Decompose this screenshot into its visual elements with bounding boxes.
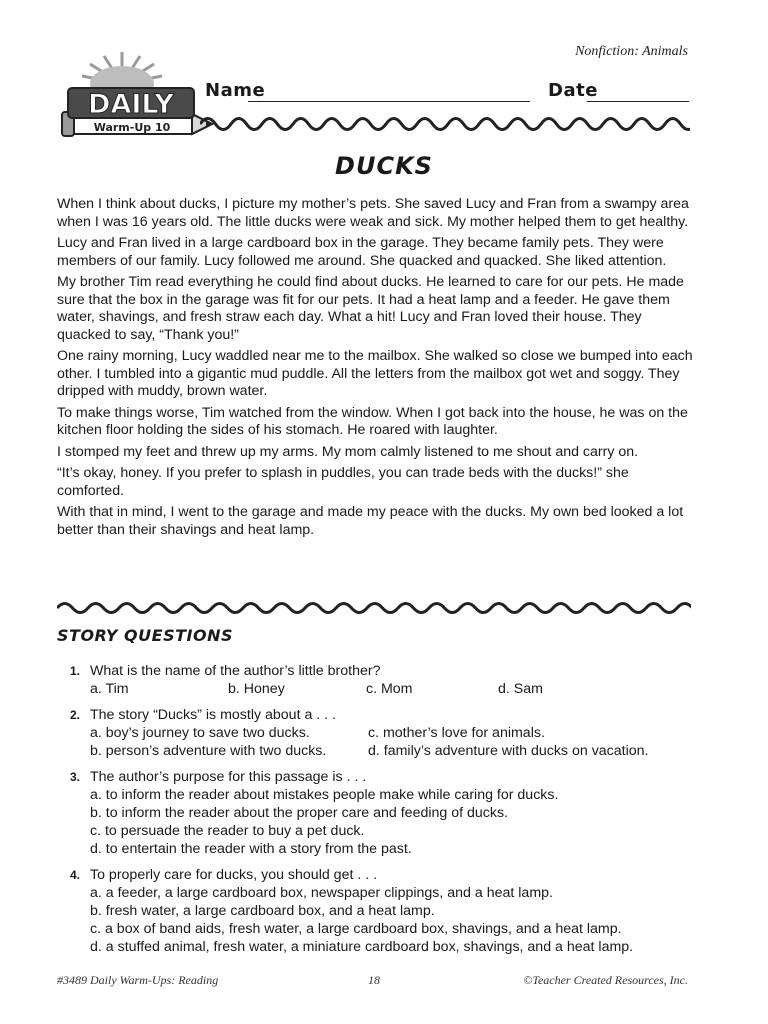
name-line[interactable] [248, 101, 530, 102]
story-paragraph: With that in mind, I went to the garage and made my peace with the ducks. My own bed looked a lot better than their shavings and heat lamp. [57, 504, 684, 538]
answer-option[interactable]: c. Mom [366, 681, 413, 697]
footer-book-title: #3489 Daily Warm-Ups: Reading [57, 973, 219, 987]
story-paragraph: One rainy morning, Lucy waddled near me to the mailbox. She walked so close we bumped into each other. I tumbled into a gigantic mud puddle. All the letters from the mailbox got wet and soggy. They dripped with muddy, brown water. [57, 348, 693, 399]
question-number: 4. [70, 868, 81, 882]
question-2 [70, 706, 710, 760]
footer-page-number: 18 [368, 973, 380, 987]
daily-warmup-logo [56, 48, 218, 144]
answer-option[interactable]: c. to persuade the reader to buy a pet duck. [90, 823, 365, 839]
questions-list [70, 662, 710, 964]
answer-option[interactable]: d. a stuffed animal, fresh water, a miniature cardboard box, shavings, and a heat lamp. [90, 939, 634, 955]
answer-option[interactable]: c. mother’s love for animals. [368, 725, 545, 741]
logo-word: DAILY [88, 89, 174, 120]
category-label: Nonfiction: Animals [575, 44, 688, 59]
question-text: To properly care for ducks, you should get . . . [90, 867, 378, 883]
story-title: DUCKS [335, 152, 433, 180]
story-body [57, 196, 697, 543]
question-4 [70, 866, 710, 956]
story-paragraph: To make things worse, Tim watched from the window. When I got back into the house, he was on the kitchen floor holding the sides of his stomach. He roared with laughter. [57, 404, 688, 438]
answer-option[interactable]: a. boy’s journey to save two ducks. [90, 725, 310, 741]
question-1 [70, 662, 710, 698]
question-number: 2. [70, 708, 81, 722]
wavy-divider-middle [57, 596, 691, 620]
question-number: 1. [70, 664, 81, 678]
story-paragraph: When I think about ducks, I picture my mother’s pets. She saved Lucy and Fran from a swampy area when I was 16 years old. The little ducks were weak and sick. My mother helped them to get healthy. [57, 196, 689, 230]
answer-option[interactable]: a. to inform the reader about mistakes people make while caring for ducks. [90, 787, 559, 803]
story-questions-heading: STORY QUESTIONS [57, 626, 233, 645]
answer-option[interactable]: b. to inform the reader about the proper care and feeding of ducks. [90, 805, 509, 821]
answer-option[interactable]: b. fresh water, a large cardboard box, and a heat lamp. [90, 903, 435, 919]
story-paragraph: My brother Tim read everything he could find about ducks. He learned to care for our pets. He made sure that the box in the garage was fit for our pets. It had a heat lamp and a feeder. He gave them water, shavings, and fresh straw each day. What a hit! Lucy and Fran loved their house. They quacked to say, “Thank you!” [57, 274, 684, 343]
answer-option[interactable]: d. Sam [498, 681, 543, 697]
question-text: The story “Ducks” is mostly about a . . . [90, 707, 336, 723]
story-paragraph: “It’s okay, honey. If you prefer to splash in puddles, you can trade beds with the ducks!” she comforted. [57, 465, 629, 499]
answer-option[interactable]: d. family’s adventure with ducks on vacation. [368, 743, 649, 759]
answer-option[interactable]: b. person’s adventure with two ducks. [90, 743, 327, 759]
date-line[interactable] [587, 101, 689, 102]
logo-subtitle: Warm-Up 10 [93, 121, 171, 134]
answer-option[interactable]: a. Tim [90, 681, 129, 697]
answer-option[interactable]: c. a box of band aids, fresh water, a large cardboard box, shavings, and a heat lamp. [90, 921, 622, 937]
answer-option[interactable]: a. a feeder, a large cardboard box, newspaper clippings, and a heat lamp. [90, 885, 553, 901]
question-text: What is the name of the author’s little brother? [90, 663, 381, 679]
answer-option[interactable]: b. Honey [228, 681, 285, 697]
question-3 [70, 768, 710, 858]
answer-option[interactable]: d. to entertain the reader with a story from the past. [90, 841, 412, 857]
story-paragraph: I stomped my feet and threw up my arms. My mom calmly listened to me shout and carry on. [57, 443, 639, 460]
wavy-divider-top [200, 110, 690, 138]
name-label: Name [205, 80, 266, 101]
question-number: 3. [70, 770, 81, 784]
story-paragraph: Lucy and Fran lived in a large cardboard box in the garage. They became family pets. They were members of our family. Lucy followed me around. She quacked and quacked. She liked attention. [57, 235, 667, 269]
question-text: The author’s purpose for this passage is . . . [90, 769, 367, 785]
footer-copyright: ©Teacher Created Resources, Inc. [523, 973, 688, 987]
date-label: Date [548, 80, 598, 101]
